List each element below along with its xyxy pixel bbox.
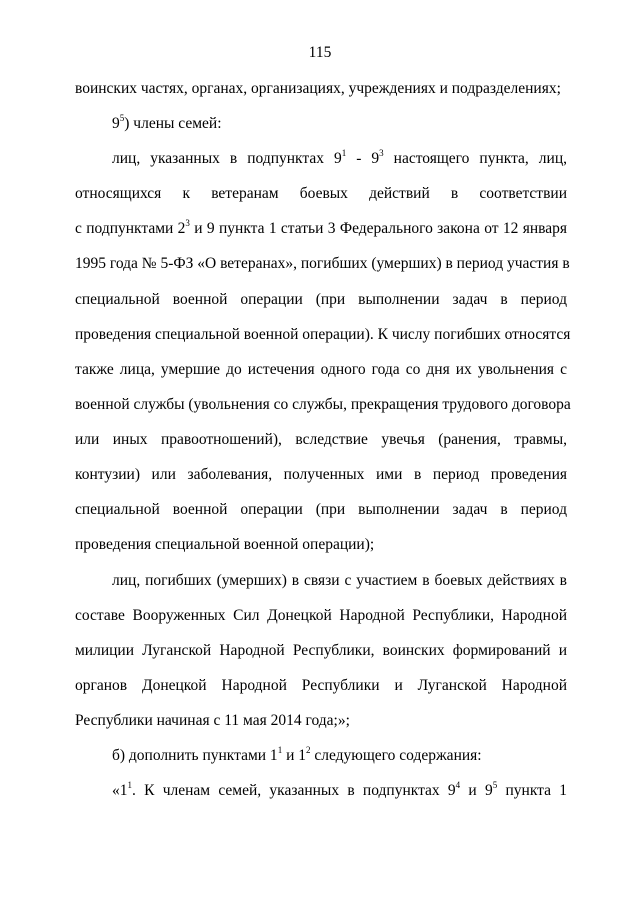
text-span: б) дополнить пунктами 1: [112, 747, 278, 764]
superscript: 3: [379, 147, 384, 158]
text-line: [75, 291, 567, 309]
text-span: проведения специальной военной операции). К числу погибших относятся: [75, 326, 571, 343]
text-span: ) члены семей:: [124, 115, 222, 132]
superscript: 5: [492, 779, 498, 790]
text-line: [112, 744, 567, 765]
text-span: и 1: [282, 747, 306, 764]
text-line: [75, 607, 567, 625]
text-span: воинских частях, органах, организациях, учреждениях и подразделениях;: [75, 80, 561, 97]
text-span: и 9: [460, 782, 493, 799]
text-line: [75, 642, 567, 660]
text-span: настоящего пункта, лиц,: [383, 150, 567, 167]
text-line: [75, 712, 567, 730]
text-line: [75, 501, 567, 519]
text-span: контузии) или заболевания, полученных ими в период проведения: [75, 466, 567, 483]
text-span: . К членам семей, указанных в подпунктах 9: [132, 782, 456, 799]
text-line: [75, 536, 567, 554]
text-span: с подпунктами 2: [75, 220, 186, 237]
text-span: Республики начиная с 11 мая 2014 года;»;: [75, 712, 350, 729]
text-span: военной службы (увольнения со службы, прекращения трудового договора: [75, 396, 571, 413]
text-span: также лица, умершие до истечения одного года со дня их увольнения с: [75, 361, 567, 378]
text-span: специальной военной операции (при выполнении задач в период: [75, 501, 567, 518]
text-line: [75, 677, 567, 695]
text-span: и 9 пункта 1 статьи 3 Федерального закона от 12 января: [189, 220, 567, 237]
text-span: относящихся к ветеранам боевых действий в соответствии: [75, 185, 567, 202]
text-span: специальной военной операции (при выполнении задач в период: [75, 291, 567, 308]
text-span: 9: [112, 115, 120, 132]
text-span: органов Донецкой Народной Республики и Луганской Народной: [75, 677, 567, 694]
text-line: [112, 147, 567, 168]
text-span: милиции Луганской Народной Республики, воинских формирований и: [75, 642, 567, 659]
text-line: [75, 466, 567, 484]
text-line: [75, 431, 567, 449]
text-span: пункта 1: [497, 782, 567, 799]
superscript: 1: [341, 147, 347, 158]
text-line: [75, 396, 571, 414]
text-span: лиц, погибших (умерших) в связи с участием в боевых действиях в: [112, 572, 567, 589]
text-span: или иных правоотношений), вследствие увечья (ранения, травмы,: [75, 431, 567, 448]
text-line: [75, 255, 570, 273]
page-number: 115: [308, 44, 332, 61]
subitem-heading: [112, 112, 567, 133]
text-line: [75, 326, 571, 344]
text-line: [112, 779, 567, 800]
text-line: [75, 80, 567, 98]
text-line: [112, 572, 567, 590]
text-line: [75, 185, 567, 203]
text-span: 1995 года № 5-ФЗ «О ветеранах», погибших (умерших) в период участия в: [75, 255, 570, 272]
text-line: [75, 217, 567, 238]
text-span: лиц, указанных в подпунктах 9: [112, 150, 342, 167]
superscript: 4: [455, 779, 461, 790]
text-span: проведения специальной военной операции);: [75, 536, 375, 553]
text-line: [75, 361, 567, 379]
text-span: - 9: [346, 150, 380, 167]
superscript: 1: [127, 779, 132, 790]
text-span: «1: [112, 782, 128, 799]
superscript: 5: [119, 112, 125, 123]
superscript: 2: [305, 744, 311, 755]
text-span: следующего содержания:: [310, 747, 482, 764]
text-span: составе Вооруженных Сил Донецкой Народной Республики, Народной: [75, 607, 567, 624]
superscript: 1: [277, 744, 283, 755]
superscript: 3: [185, 217, 190, 228]
